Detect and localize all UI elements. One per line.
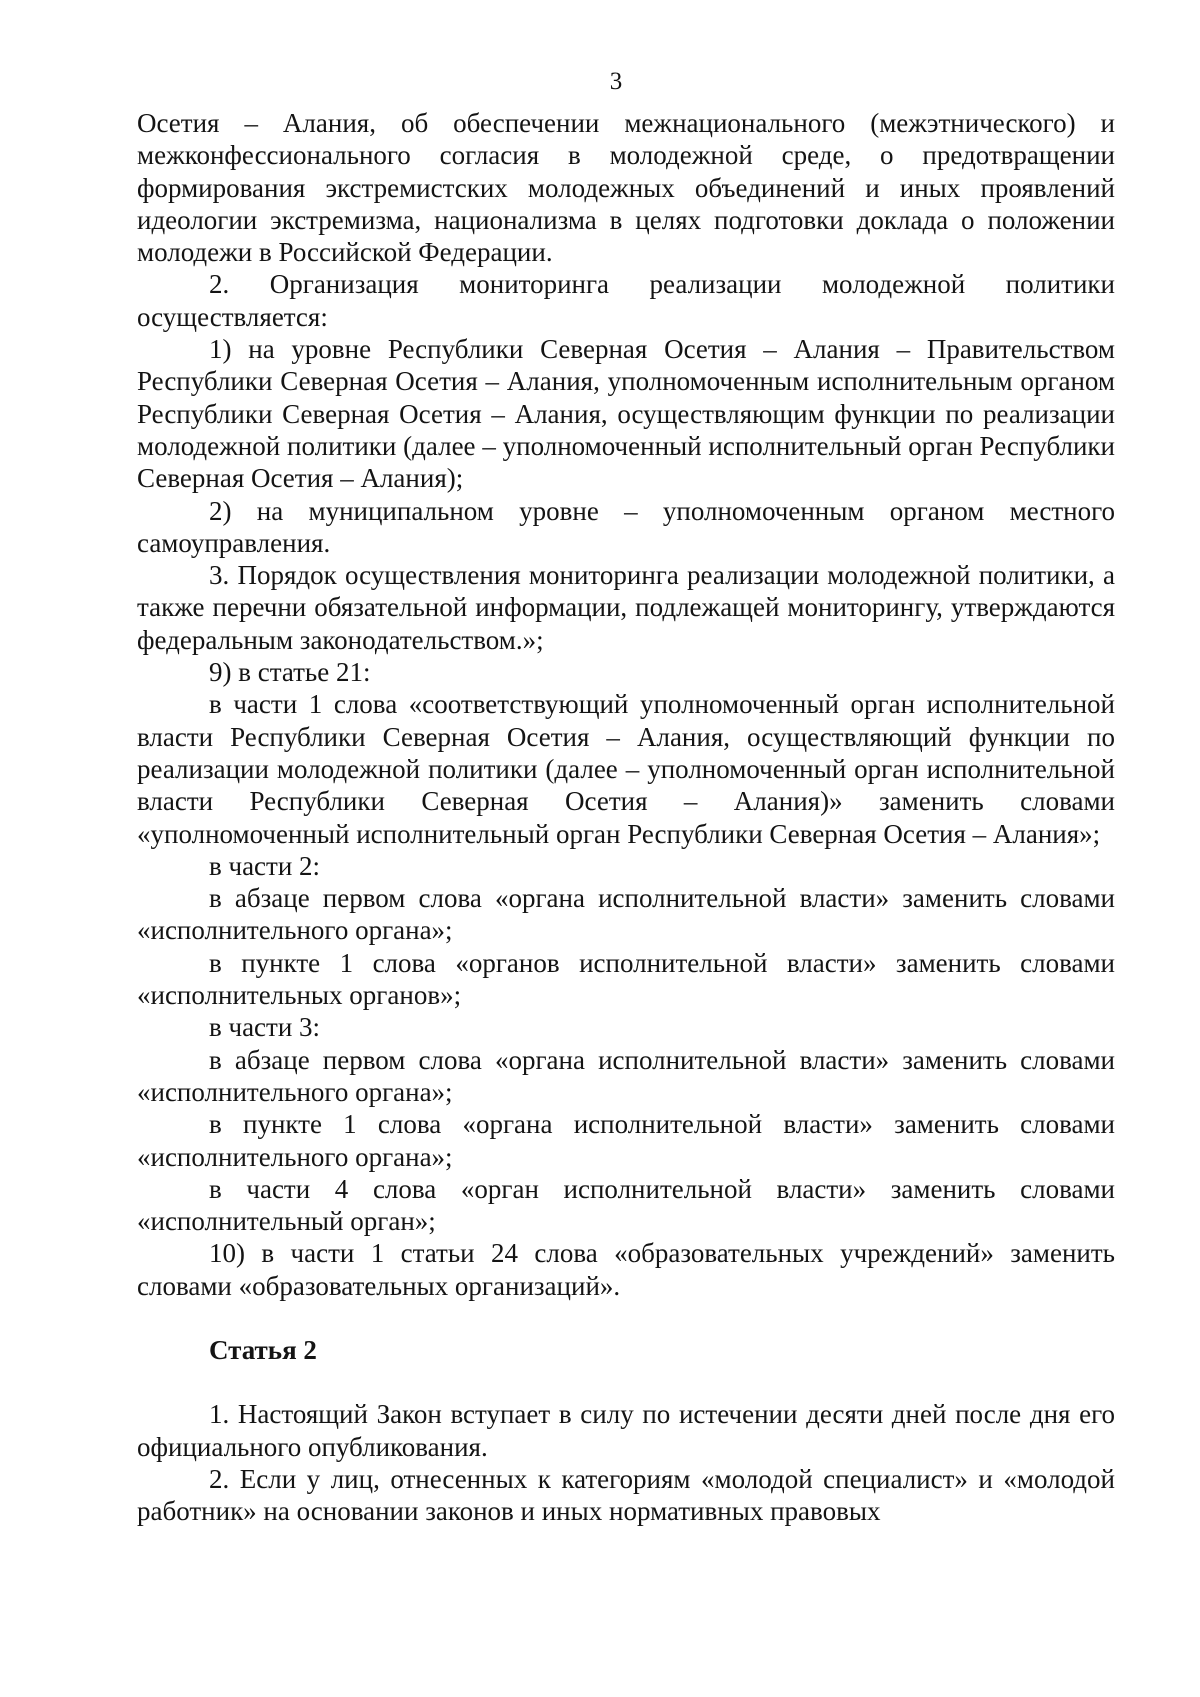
paragraph-subitem-1: 1) на уровне Республики Северная Осетия – Алания – Правительством Республики Северная Осетия – Алания, уполномоченным исполнительным органом Республики Северная Осетия – Алания, осуществляющим функции по реализации молодежной политики (далее – уполномоченный исполнительный орган Республики Северная Осетия – Алания);	[137, 334, 1115, 494]
article-heading: Статья 2	[209, 1334, 317, 1365]
paragraph-item-10: 10) в части 1 статьи 24 слова «образовательных учреждений» заменить словами «образовательных организаций».	[137, 1238, 1115, 1301]
paragraph-part-3-point-1: в пункте 1 слова «органа исполнительной власти» заменить словами «исполнительного органа»;	[137, 1109, 1115, 1172]
paragraph-part-2-point-1: в пункте 1 слова «органов исполнительной власти» заменить словами «исполнительных органов»;	[137, 947, 1115, 1011]
paragraph-item-9: 9) в статье 21:	[209, 657, 371, 688]
paragraph-part-3: в части 3:	[209, 1012, 321, 1043]
paragraph-part-2: в части 2:	[209, 850, 321, 881]
paragraph-item-3: 3. Порядок осуществления мониторинга реализации молодежной политики, а также перечни обязательной информации, подлежащей мониторингу, утверждаются федеральным законодательством.»;	[137, 560, 1115, 655]
paragraph-subitem-2: 2) на муниципальном уровне – уполномоченным органом местного самоуправления.	[137, 495, 1115, 558]
paragraph-part-1: в части 1 слова «соответствующий уполномоченный орган исполнительной власти Республики Северная Осетия – Алания, осуществляющий функции по реализации молодежной политики (далее – уполномоченный орган исполнительной власти Республики Северная Осетия – Алания)» заменить словами «уполномоченный исполнительный орган Республики Северная Осетия – Алания»;	[137, 689, 1115, 849]
paragraph-part-3-first: в абзаце первом слова «органа исполнительной власти» заменить словами «исполнительного органа»;	[137, 1044, 1115, 1107]
paragraph-part-4: в части 4 слова «орган исполнительной власти» заменить словами «исполнительный орган»;	[137, 1173, 1115, 1237]
paragraph-item-2: 2. Организация мониторинга реализации молодежной политики осуществляется:	[137, 269, 1115, 332]
paragraph-article2-item-2: 2. Если у лиц, отнесенных к категориям «молодой специалист» и «молодой работник» на основании законов и иных нормативных правовых	[137, 1463, 1115, 1527]
document-body	[137, 107, 1115, 1527]
page-number: 3	[609, 68, 623, 95]
paragraph-part-2-first: в абзаце первом слова «органа исполнительной власти» заменить словами «исполнительного органа»;	[137, 883, 1115, 946]
paragraph-continuation: Осетия – Алания, об обеспечении межнационального (межэтнического) и межконфессионального согласия в молодежной среде, о предотвращении формирования экстремистских молодежных объединений и иных проявлений идеологии экстремизма, национализма в целях подготовки доклада о положении молодежи в Российской Федерации.	[137, 108, 1115, 268]
paragraph-article2-item-1: 1. Настоящий Закон вступает в силу по истечении десяти дней после дня его официального опубликования.	[137, 1399, 1115, 1462]
